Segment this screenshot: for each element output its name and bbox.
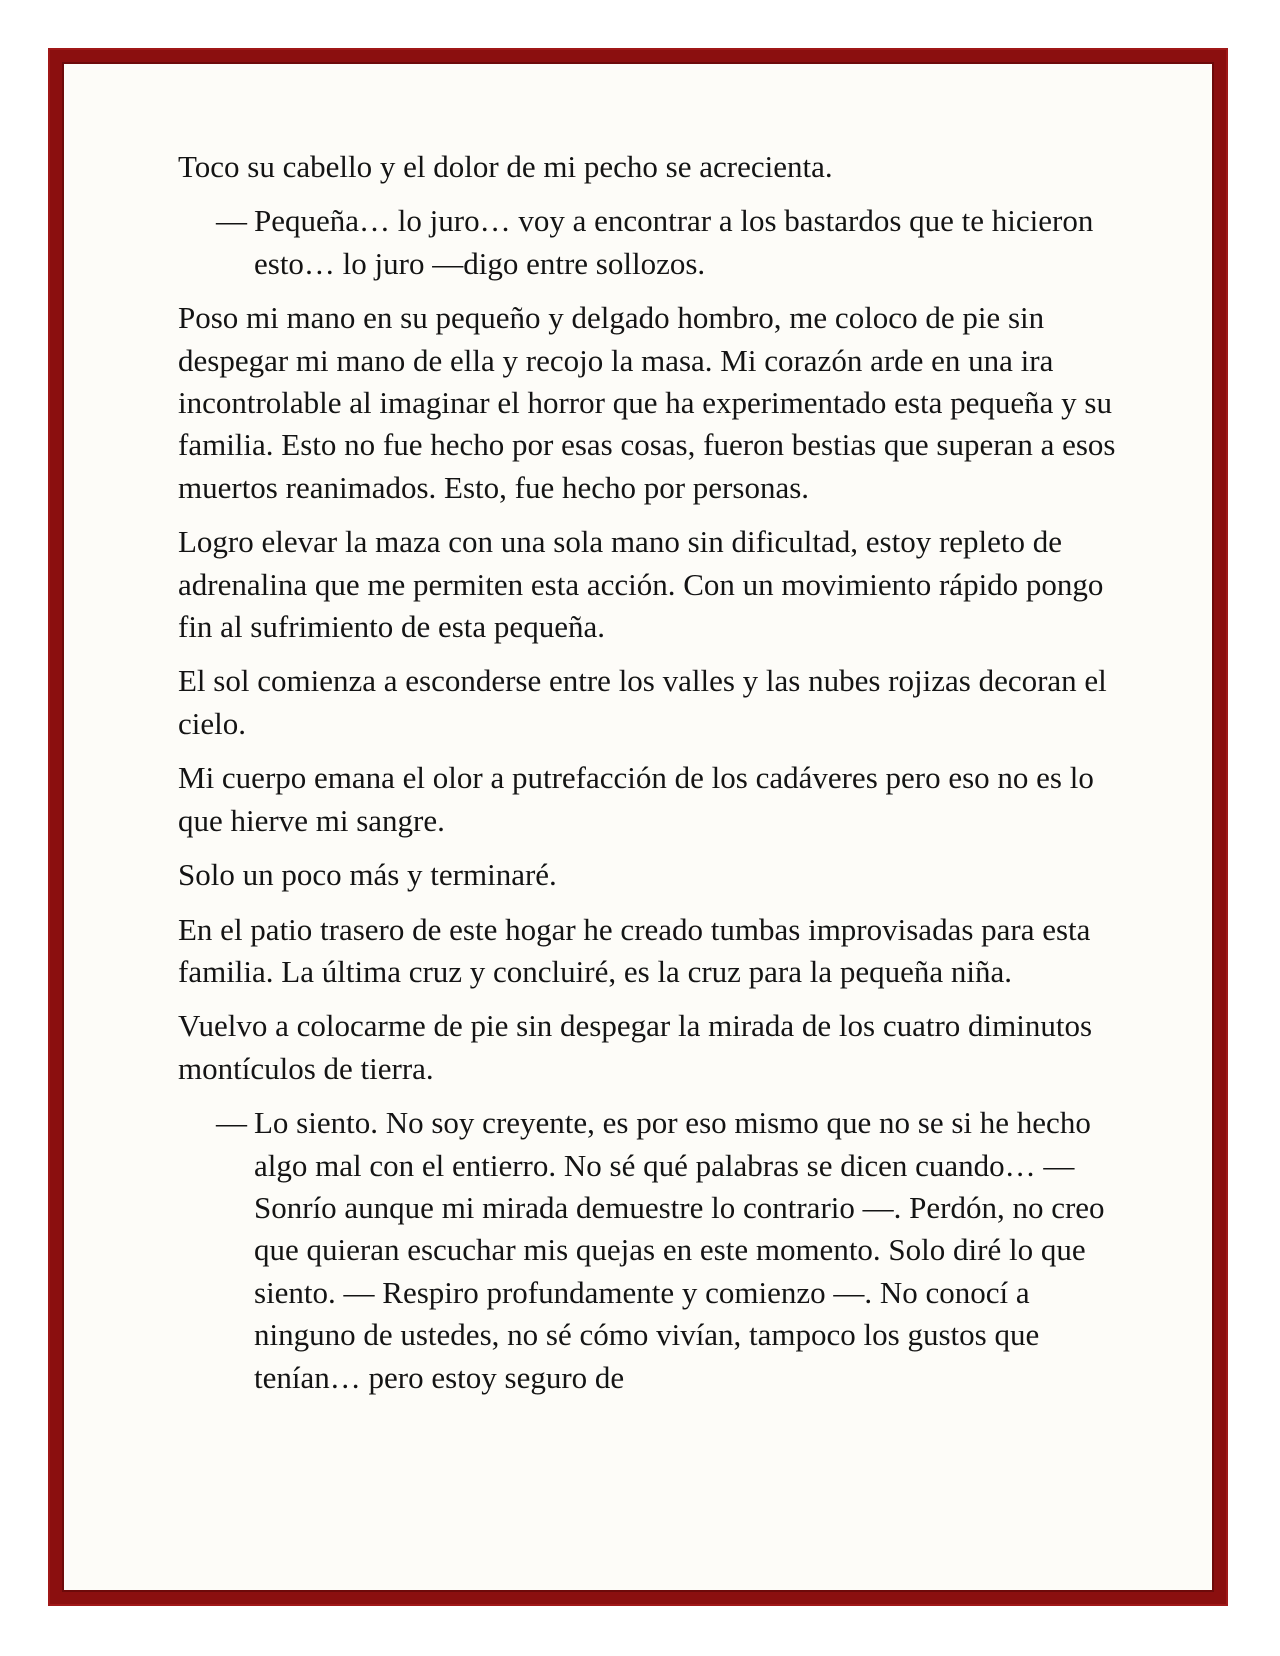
paragraph: En el patio trasero de este hogar he creado tumbas improvisadas para esta familia. La última cruz y concluiré, es la cruz para la pequeña niña.	[178, 911, 1091, 989]
dialogue-dash: —	[216, 1105, 247, 1141]
paragraph: Vuelvo a colocarme de pie sin despegar la mirada de los cuatro diminutos montículos de tierra.	[178, 1008, 1093, 1086]
paragraph: Poso mi mano en su pequeño y delgado hombro, me coloco de pie sin despegar mi mano de ella y recojo la masa. Mi corazón arde en una ira incontrolable al imaginar el horror que ha experimentado esta pequeña y su familia. Esto no fue hecho por esas cosas, fueron bestias que superan a esos muertos reanimados. Esto, fue hecho por personas.	[178, 300, 1116, 505]
dialogue-paragraph	[178, 200, 1118, 285]
paragraph: Toco su cabello y el dolor de mi pecho se acrecienta.	[178, 149, 833, 184]
dialogue-paragraph	[178, 1102, 1118, 1399]
dialogue-text: Pequeña… lo juro… voy a encontrar a los bastardos que te hicieron esto… lo juro —digo entre sollozos.	[254, 203, 1094, 281]
dialogue-dash: —	[216, 203, 247, 239]
paragraph: El sol comienza a esconderse entre los valles y las nubes rojizas decoran el cielo.	[178, 663, 1107, 741]
paragraph: Mi cuerpo emana el olor a putrefacción de los cadáveres pero eso no es lo que hierve mi sangre.	[178, 760, 1094, 838]
dialogue-text: Lo siento. No soy creyente, es por eso mismo que no se si he hecho algo mal con el entierro. No sé qué palabras se dicen cuando… —Sonrío aunque mi mirada demuestre lo contrario —. Perdón, no creo que quieran escuchar mis quejas en este momento. Solo diré lo que siento. — Respiro profundamente y comienzo —. No conocí a ninguno de ustedes, no sé cómo vivían, tampoco los gustos que tenían… pero estoy seguro de	[254, 1105, 1105, 1395]
document-body	[178, 146, 1118, 1411]
paragraph: Solo un poco más y terminaré.	[178, 857, 557, 893]
paragraph: Logro elevar la maza con una sola mano sin dificultad, estoy repleto de adrenalina que me permiten esta acción. Con un movimiento rápido pongo fin al sufrimiento de esta pequeña.	[178, 524, 1104, 645]
